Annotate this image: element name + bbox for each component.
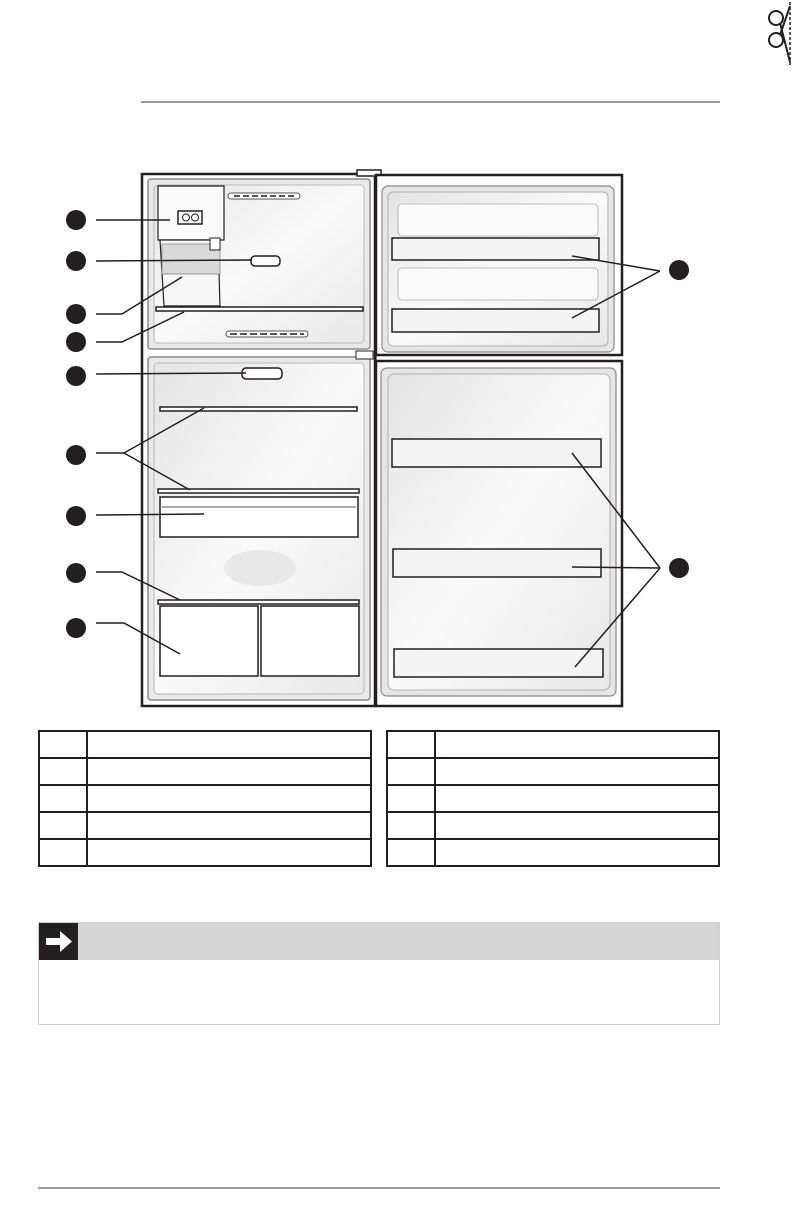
key-label [87, 758, 371, 785]
note-box [38, 922, 720, 1025]
key-label [435, 758, 719, 785]
footer-rule [38, 1187, 720, 1189]
callout-marker [66, 251, 86, 271]
callout-marker [669, 558, 689, 578]
crisper-left [160, 606, 258, 676]
freezer-door-bin-lower [392, 309, 599, 332]
fridge-shelf-upper [160, 407, 357, 411]
table-row [39, 785, 371, 812]
table-row [39, 731, 371, 758]
callout-marker [66, 210, 86, 230]
callout-marker [66, 563, 86, 583]
key-number [39, 812, 87, 839]
key-number [39, 758, 87, 785]
arrow-right-icon [39, 923, 78, 960]
ice-bin [160, 238, 220, 306]
fridge-control [242, 368, 282, 379]
callout-marker [66, 332, 86, 352]
callout-marker [66, 304, 86, 324]
callout-marker [66, 445, 86, 465]
key-table-right [386, 730, 720, 867]
table-row [387, 731, 719, 758]
table-row [387, 812, 719, 839]
key-label [87, 731, 371, 758]
crisper-right [261, 606, 359, 676]
key-number [387, 785, 435, 812]
freezer-door [376, 175, 622, 355]
key-label [435, 731, 719, 758]
table-row [387, 785, 719, 812]
key-number [387, 839, 435, 866]
key-label [87, 785, 371, 812]
key-number [387, 758, 435, 785]
door-hinge [356, 351, 373, 359]
deli-drawer [160, 497, 358, 537]
key-label [435, 812, 719, 839]
freezer-shelf [156, 307, 363, 311]
key-number [39, 785, 87, 812]
table-row [39, 812, 371, 839]
fridge-door-bin-bottom [394, 649, 603, 677]
table-row [39, 758, 371, 785]
key-label [435, 839, 719, 866]
note-header [39, 923, 719, 960]
key-label [87, 839, 371, 866]
callout-marker [669, 260, 689, 280]
freezer-light [251, 256, 280, 266]
key-number [39, 839, 87, 866]
table-row [387, 758, 719, 785]
key-number [387, 731, 435, 758]
fridge-door-bin-middle [393, 549, 601, 577]
callout-marker [66, 366, 86, 386]
table-row [39, 839, 371, 866]
key-number [387, 812, 435, 839]
freezer-door-bin-upper [392, 238, 599, 260]
crisper-cover [158, 600, 359, 604]
fridge-door-bin-top [392, 439, 601, 467]
key-number [39, 731, 87, 758]
ice-maker-control [158, 186, 224, 240]
key-table-left [38, 730, 372, 867]
callout-marker [66, 506, 86, 526]
key-label [87, 812, 371, 839]
callout-marker [66, 618, 86, 638]
key-label [435, 785, 719, 812]
table-row [387, 839, 719, 866]
